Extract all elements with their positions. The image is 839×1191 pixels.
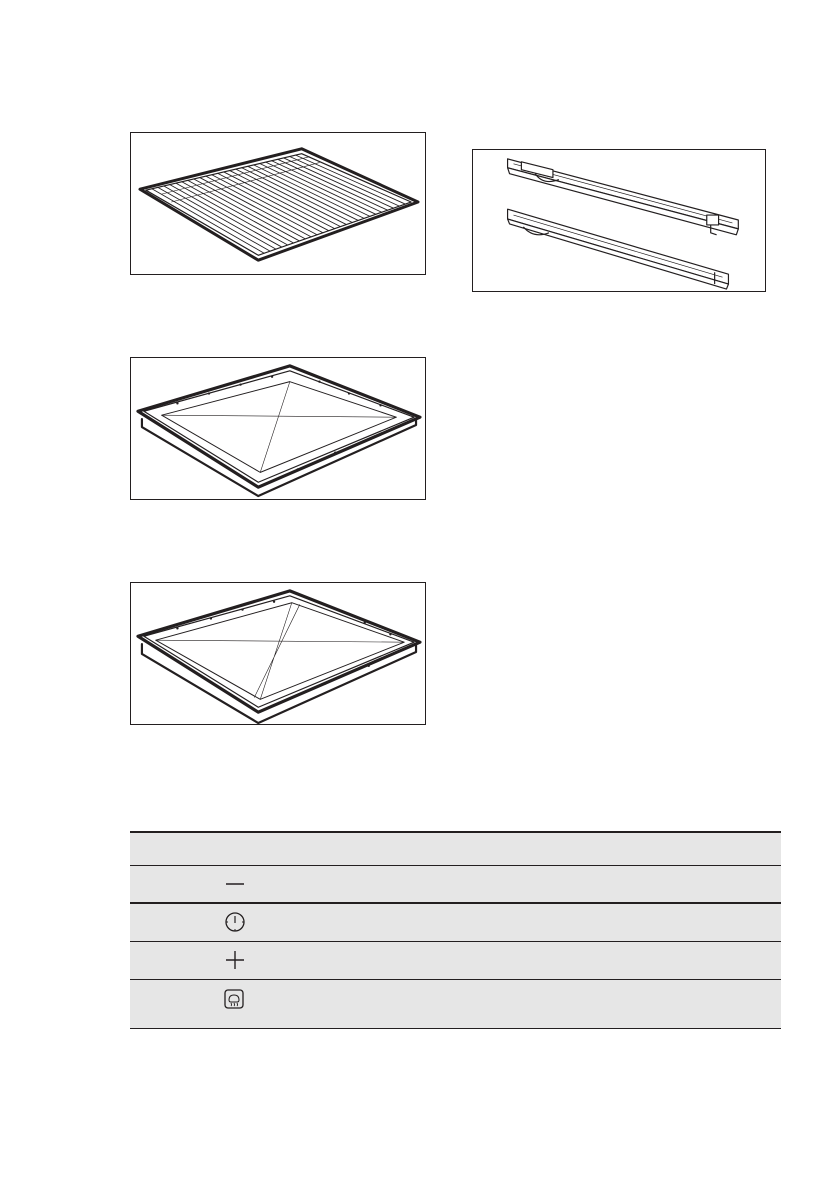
row-description [283, 903, 781, 941]
table-header-row [130, 832, 781, 865]
header-function [283, 832, 781, 865]
sensor-field-table [130, 831, 781, 1029]
wire-shelf-figure [130, 132, 426, 275]
row-description [283, 941, 781, 979]
table-row [130, 865, 781, 903]
deep-pan-illustration [131, 583, 425, 724]
baking-tray-figure [130, 357, 426, 500]
row-number [130, 903, 223, 941]
deep-pan-figure [130, 582, 426, 725]
row-number [130, 941, 223, 979]
telescopic-runners-illustration [473, 150, 765, 291]
row-number [130, 979, 223, 1028]
table-row [130, 903, 781, 941]
header-sensor-field [223, 832, 283, 865]
table-row [130, 979, 781, 1028]
row-description [283, 979, 781, 1028]
plus-icon[interactable] [223, 941, 283, 979]
header-number [130, 832, 223, 865]
clock-icon[interactable] [223, 903, 283, 941]
row-number [130, 865, 223, 903]
telescopic-runners-figure [472, 149, 766, 292]
steam-icon[interactable] [223, 979, 283, 1028]
table-row [130, 941, 781, 979]
wire-shelf-illustration [131, 133, 425, 274]
row-description [283, 865, 781, 903]
baking-tray-illustration [131, 358, 425, 499]
minus-icon[interactable] [223, 865, 283, 903]
